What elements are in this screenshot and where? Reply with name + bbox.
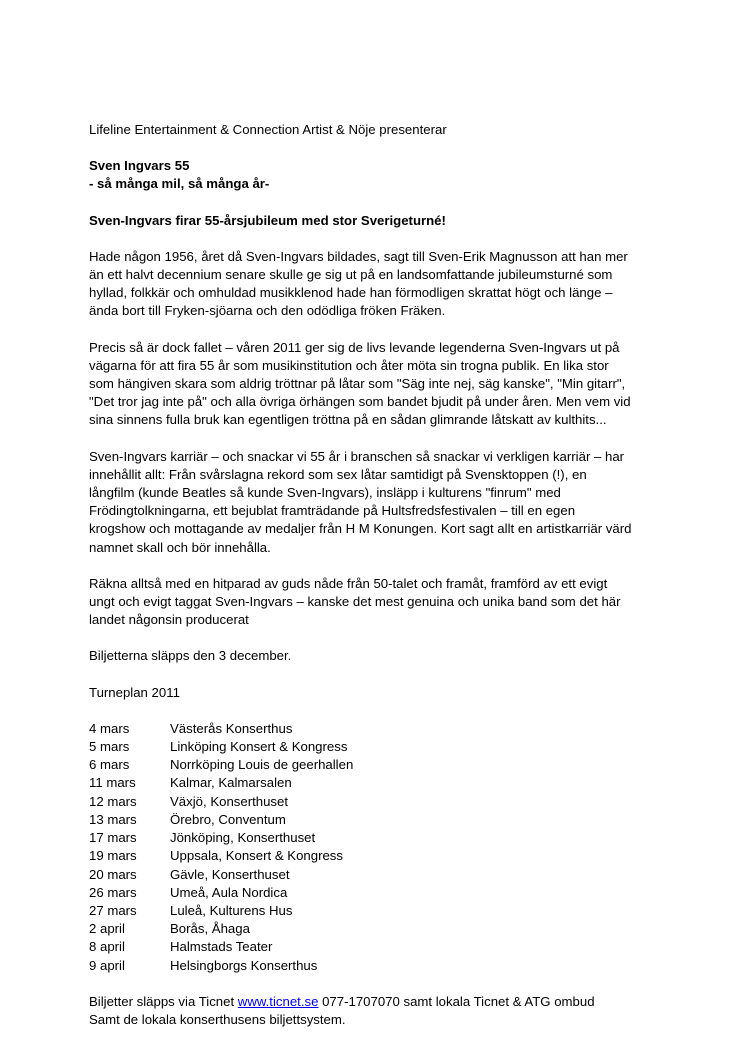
title-block xyxy=(89,157,706,193)
paragraph-line: än ett halvt decennium senare skulle ge sig ut på en landsomfattande jubileumsturné som xyxy=(89,267,613,283)
schedule-row xyxy=(89,738,706,756)
schedule-venue: Linköping Konsert & Kongress xyxy=(170,739,348,755)
schedule-date: 8 april xyxy=(89,939,125,955)
paragraph-line: sina sinnens fulla bruk kan egentligen tröttna på en sådan glimrande låtskatt av kulthits... xyxy=(89,412,607,428)
paragraph-4 xyxy=(89,575,706,630)
schedule-row xyxy=(89,756,706,774)
schedule-venue: Västerås Konserthus xyxy=(170,720,293,736)
schedule-row xyxy=(89,920,706,938)
paragraph-line: Hade någon 1956, året då Sven-Ingvars bildades, sagt till Sven-Erik Magnusson att han mer xyxy=(89,248,628,264)
schedule-date: 11 mars xyxy=(89,775,136,791)
schedule-date: 19 mars xyxy=(89,848,137,864)
title-line-2: - så många mil, så många år- xyxy=(89,176,270,192)
tour-schedule xyxy=(89,720,706,975)
paragraph-2 xyxy=(89,339,706,430)
schedule-row xyxy=(89,720,706,738)
schedule-row xyxy=(89,938,706,956)
schedule-venue: Kalmar, Kalmarsalen xyxy=(170,775,292,791)
schedule-venue: Borås, Åhaga xyxy=(170,921,250,937)
schedule-venue: Halmstads Teater xyxy=(170,939,273,955)
schedule-date: 2 april xyxy=(89,921,125,937)
schedule-date: 5 mars xyxy=(89,739,130,755)
paragraph-line: ungt och evigt taggat Sven-Ingvars – kanske det mest genuina och unika band som det här xyxy=(89,594,621,610)
schedule-row xyxy=(89,902,706,920)
presenter-line: Lifeline Entertainment & Connection Artist & Nöje presenterar xyxy=(89,122,447,137)
schedule-date: 13 mars xyxy=(89,811,137,827)
schedule-row xyxy=(89,793,706,811)
ticket-info-line-1 xyxy=(89,993,706,1011)
paragraph-line: Sven-Ingvars karriär – och snackar vi 55 år i branschen så snackar vi verkligen karriär – har xyxy=(89,448,625,464)
ticket-info-suffix: 077-1707070 samt lokala Ticnet & ATG ombud xyxy=(318,993,595,1009)
schedule-row xyxy=(89,866,706,884)
schedule-venue: Örebro, Conventum xyxy=(170,811,286,827)
schedule-venue: Gävle, Konserthuset xyxy=(170,866,290,882)
schedule-venue: Jönköping, Konserthuset xyxy=(170,830,316,846)
ticket-info-prefix: Biljetter släpps via Ticnet xyxy=(89,993,238,1009)
ticket-info-line-2: Samt de lokala konserthusens biljettsystem. xyxy=(89,1011,346,1027)
paragraph-line: ända bort till Fryken-sjöarna och den odödliga fröken Fräken. xyxy=(89,303,446,319)
schedule-row xyxy=(89,957,706,975)
paragraph-line: krogshow och mottagande av medaljer från H M Konungen. Kort sagt allt en artistkarriär värd xyxy=(89,521,632,537)
schedule-date: 27 mars xyxy=(89,902,137,918)
headline: Sven-Ingvars firar 55-årsjubileum med stor Sverigeturné! xyxy=(89,212,446,228)
schedule-venue: Luleå, Kulturens Hus xyxy=(170,902,293,918)
tour-heading: Turneplan 2011 xyxy=(89,684,180,700)
title-line-1: Sven Ingvars 55 xyxy=(89,158,190,174)
paragraph-line: Frödingtolkningarna, ett bejublat framträdande på Hultsfredsfestivalen – till en egen xyxy=(89,503,576,519)
schedule-date: 17 mars xyxy=(89,830,137,846)
paragraph-line: långfilm (kunde Beatles så kunde Sven-Ingvars), insläpp i kulturens "finrum" med xyxy=(89,485,561,501)
paragraph-line: som hängiven skara som aldrig tröttnar på låtar som "Säg inte nej, säg kanske", "Min gitarr", xyxy=(89,376,626,392)
schedule-row xyxy=(89,884,706,902)
schedule-row xyxy=(89,811,706,829)
schedule-venue: Uppsala, Konsert & Kongress xyxy=(170,848,343,864)
schedule-date: 9 april xyxy=(89,957,125,973)
paragraph-line: hyllad, folkkär och omhuldad musikklenod hade han förmodligen skrattat högt och länge – xyxy=(89,285,613,301)
schedule-date: 26 mars xyxy=(89,884,137,900)
paragraph-line: Räkna alltså med en hitparad av guds nåde från 50-talet och framåt, framförd av ett evigt xyxy=(89,575,608,591)
paragraph-line: innehållit allt: Från svårslagna rekord som sex låtar samtidigt på Svensktoppen (!), en xyxy=(89,466,587,482)
paragraph-line: Precis så är dock fallet – våren 2011 ger sig de livs levande legenderna Sven-Ingvars ut på xyxy=(89,339,620,355)
schedule-date: 20 mars xyxy=(89,866,137,882)
schedule-venue: Norrköping Louis de geerhallen xyxy=(170,757,354,773)
schedule-venue: Helsingborgs Konserthus xyxy=(170,957,318,973)
tickets-release: Biljetterna släpps den 3 december. xyxy=(89,648,292,664)
schedule-row xyxy=(89,774,706,792)
schedule-date: 4 mars xyxy=(89,720,130,736)
schedule-venue: Växjö, Konserthuset xyxy=(170,793,289,809)
schedule-date: 6 mars xyxy=(89,757,130,773)
paragraph-line: namnet skall och bör innehålla. xyxy=(89,539,271,555)
schedule-row xyxy=(89,829,706,847)
paragraph-line: landet någonsin producerat xyxy=(89,612,249,628)
paragraph-line: vägarna för att fira 55 år som musikinstitution och åter möta sin trogna publik. En lika stor xyxy=(89,357,609,373)
ticnet-link[interactable]: www.ticnet.se xyxy=(237,993,319,1009)
schedule-row xyxy=(89,847,706,865)
paragraph-3 xyxy=(89,448,706,557)
ticket-info xyxy=(89,993,706,1029)
schedule-date: 12 mars xyxy=(89,793,137,809)
paragraph-1 xyxy=(89,248,706,321)
schedule-venue: Umeå, Aula Nordica xyxy=(170,884,288,900)
paragraph-line: "Det tror jag inte på" och alla övriga örhängen som bandet bjudit på under åren. Men vem vid xyxy=(89,394,631,410)
